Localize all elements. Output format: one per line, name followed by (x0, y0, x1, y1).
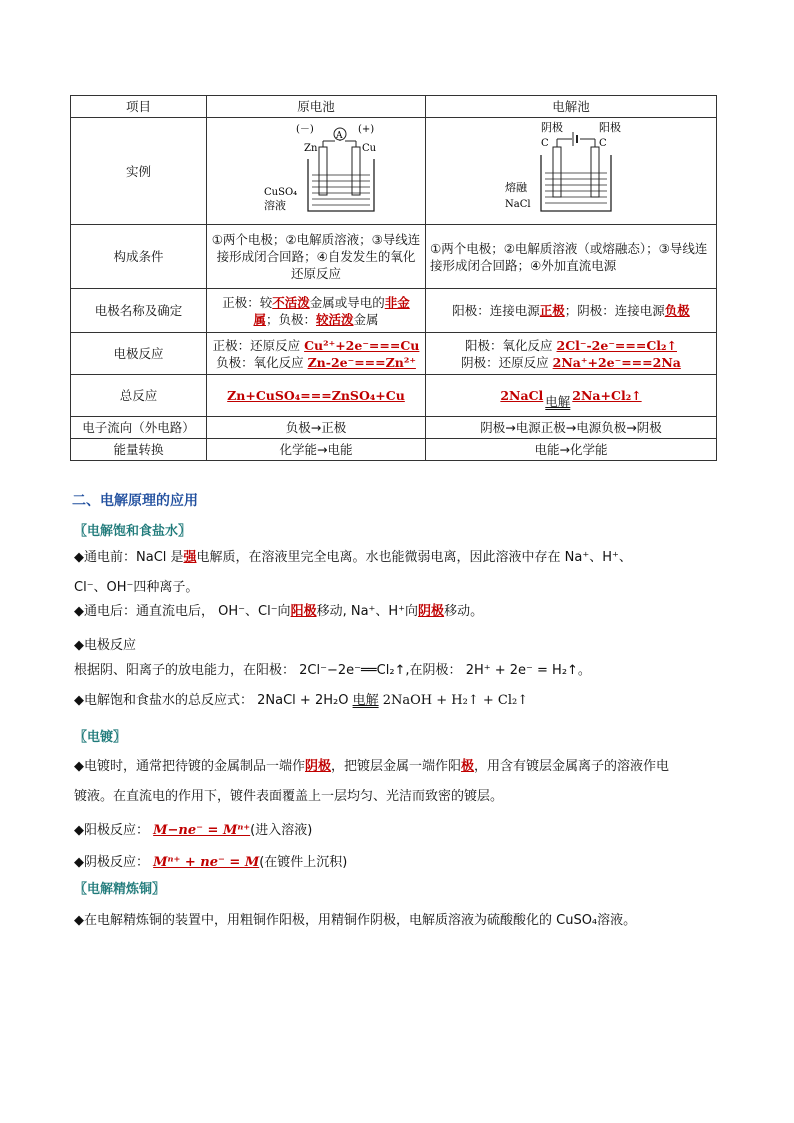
galvanic-cell-diagram (216, 119, 416, 219)
electrolytic-energy: 电能→化学能 (426, 439, 717, 461)
cathode-label: 阴极 (541, 121, 563, 134)
electrolytic-total (426, 375, 717, 417)
text: ◆通电后：通直流电后， OH⁻、Cl⁻向 (74, 604, 291, 619)
electrolytic-conditions: ①两个电极；②电解质溶液（或熔融态）；③导线连接形成闭合回路；④外加直流电源 (426, 225, 717, 289)
note: (进入溶液) (250, 823, 313, 838)
text: ；阴极：连接电源 (564, 303, 665, 318)
text: ◆通电前：NaCl 是 (74, 550, 184, 565)
pos-label: (+) (358, 124, 375, 135)
text: ；负极： (265, 311, 316, 327)
row-label-total: 总反应 (71, 375, 207, 417)
electrolytic-cell-diagram (471, 119, 671, 219)
text: ◆电镀时，通常把待镀的金属制品一端作 (74, 759, 305, 774)
electrolytic-electrode-name (426, 289, 717, 333)
answer: Zn+CuSO₄===ZnSO₄+Cu (227, 388, 405, 403)
answer: 2Na⁺+2e⁻===2Na (552, 354, 681, 370)
section-title: 二、电解原理的应用 (72, 493, 198, 509)
galvanic-electrode-name (207, 289, 426, 333)
electrolytic-electrode-rxn (426, 333, 717, 375)
answer: Cu²⁺+2e⁻===Cu (304, 337, 420, 353)
text: 负极：氧化反应 (216, 354, 304, 370)
text: ，把镀层金属一端作阳 (331, 759, 462, 774)
header-electrolytic: 电解池 (426, 96, 717, 118)
condition: 电解 (545, 394, 571, 409)
total-rxn (74, 686, 724, 716)
row-label-electrode-name: 电极名称及确定 (71, 289, 207, 333)
refine-text: ◆在电解精炼铜的装置中，用粗铜作阳极，用精铜作阴极，电解质溶液为硫酸酸化的 CuSO₄溶液。 (74, 913, 637, 928)
text: 移动, Na⁺、H⁺向 (316, 604, 419, 619)
galvanic-total (207, 375, 426, 417)
answer: 较活泼 (316, 311, 354, 327)
solution-label: 溶液 (264, 199, 286, 212)
text: 电解质，在溶液里完全电离。水也能微弱电离，因此溶液中存在 Na⁺、H⁺、 (196, 550, 632, 565)
melt-label: 熔融 (505, 181, 527, 194)
text: 镀液。在直流电的作用下，镀件表面覆盖上一层均匀、光洁而致密的镀层。 (74, 789, 504, 804)
equation: M−ne⁻ = Mⁿ⁺ (153, 823, 251, 838)
brine-title: 〖电解饱和食盐水〗 (74, 524, 192, 539)
answer: 阳极 (290, 604, 317, 619)
text: 移动。 (444, 604, 484, 619)
c-right-label: C (599, 138, 607, 149)
answer: 2NaCl (500, 388, 544, 403)
refine-title: 〖电解精炼铜〗 (74, 882, 166, 897)
row-label-electron-flow: 电子流向（外电路） (71, 417, 207, 439)
answer: 负极 (664, 303, 690, 318)
anode-label: 阳极 (599, 121, 621, 134)
galvanic-energy: 化学能→电能 (207, 439, 426, 461)
row-label-example: 实例 (71, 118, 207, 225)
text: 阴极：还原反应 (461, 354, 549, 370)
plating-text (74, 752, 724, 812)
text: Cl⁻、OH⁻四种离子。 (74, 580, 199, 595)
note: (在镀件上沉积) (259, 855, 348, 870)
condition: 电解 (352, 693, 379, 708)
text: ◆阴极反应： (74, 855, 149, 870)
zn-label: Zn (304, 143, 318, 154)
cu-label: Cu (362, 143, 377, 154)
text: ◆阳极反应： (74, 823, 149, 838)
answer: 2Cl⁻-2e⁻===Cl₂↑ (556, 337, 677, 353)
answer: 2Na+Cl₂↑ (572, 388, 642, 403)
rxn-line: 根据阴、阳离子的放电能力，在阳极： 2Cl⁻−2e⁻══Cl₂↑,在阴极： 2H⁺ + 2e⁻ = H₂↑。 (74, 663, 591, 678)
row-label-energy: 能量转换 (71, 439, 207, 461)
c-left-label: C (541, 138, 549, 149)
header-item: 项目 (71, 96, 207, 118)
header-galvanic: 原电池 (207, 96, 426, 118)
plating-title: 〖电镀〗 (74, 730, 127, 745)
galvanic-electrode-rxn (207, 333, 426, 375)
answer: 正极 (539, 303, 565, 318)
equation: 2NaOH + H₂↑ + Cl₂↑ (382, 693, 529, 708)
text: 阳极：氧化反应 (465, 337, 553, 353)
text: ，用含有镀层金属离子的溶液作电 (474, 759, 670, 774)
equation: Mⁿ⁺ + ne⁻ = M (153, 855, 260, 870)
answer: 非金属 (253, 294, 410, 327)
answer: 阴极 (418, 604, 445, 619)
text: ◆电解饱和食盐水的总反应式： 2NaCl + 2H₂O (74, 693, 349, 708)
before-current (74, 543, 724, 603)
galvanic-diagram-cell (207, 118, 426, 225)
answer: Zn-2e⁻===Zn²⁺ (307, 354, 416, 370)
answer: 阴极 (305, 759, 332, 774)
nacl-label: NaCl (505, 199, 531, 210)
electrolytic-flow: 阴极→电源正极→电源负极→阴极 (426, 417, 717, 439)
row-label-conditions: 构成条件 (71, 225, 207, 289)
text: 金属 (353, 311, 379, 327)
answer: 极 (461, 759, 475, 774)
text: 正极：较 (222, 294, 273, 310)
neg-label: (－) (296, 124, 314, 135)
cuso4-label: CuSO₄ (264, 187, 298, 198)
text: 阳极：连接电源 (452, 303, 540, 318)
answer: 强 (183, 550, 197, 565)
cathode-rxn (74, 848, 724, 878)
answer: 不活泼 (272, 294, 310, 310)
ammeter-label: A (336, 131, 343, 141)
comparison-table (70, 95, 717, 461)
rxn-title: ◆电极反应 (74, 638, 136, 653)
electrolytic-diagram-cell (426, 118, 717, 225)
anode-rxn (74, 816, 724, 846)
row-label-electrode-rxn: 电极反应 (71, 333, 207, 375)
text: 金属或导电的 (309, 294, 385, 310)
after-current (74, 597, 724, 627)
galvanic-flow: 负极→正极 (207, 417, 426, 439)
galvanic-conditions: ①两个电极；②电解质溶液；③导线连接形成闭合回路；④自发发生的氧化还原反应 (207, 225, 426, 289)
text: 正极：还原反应 (212, 337, 301, 353)
